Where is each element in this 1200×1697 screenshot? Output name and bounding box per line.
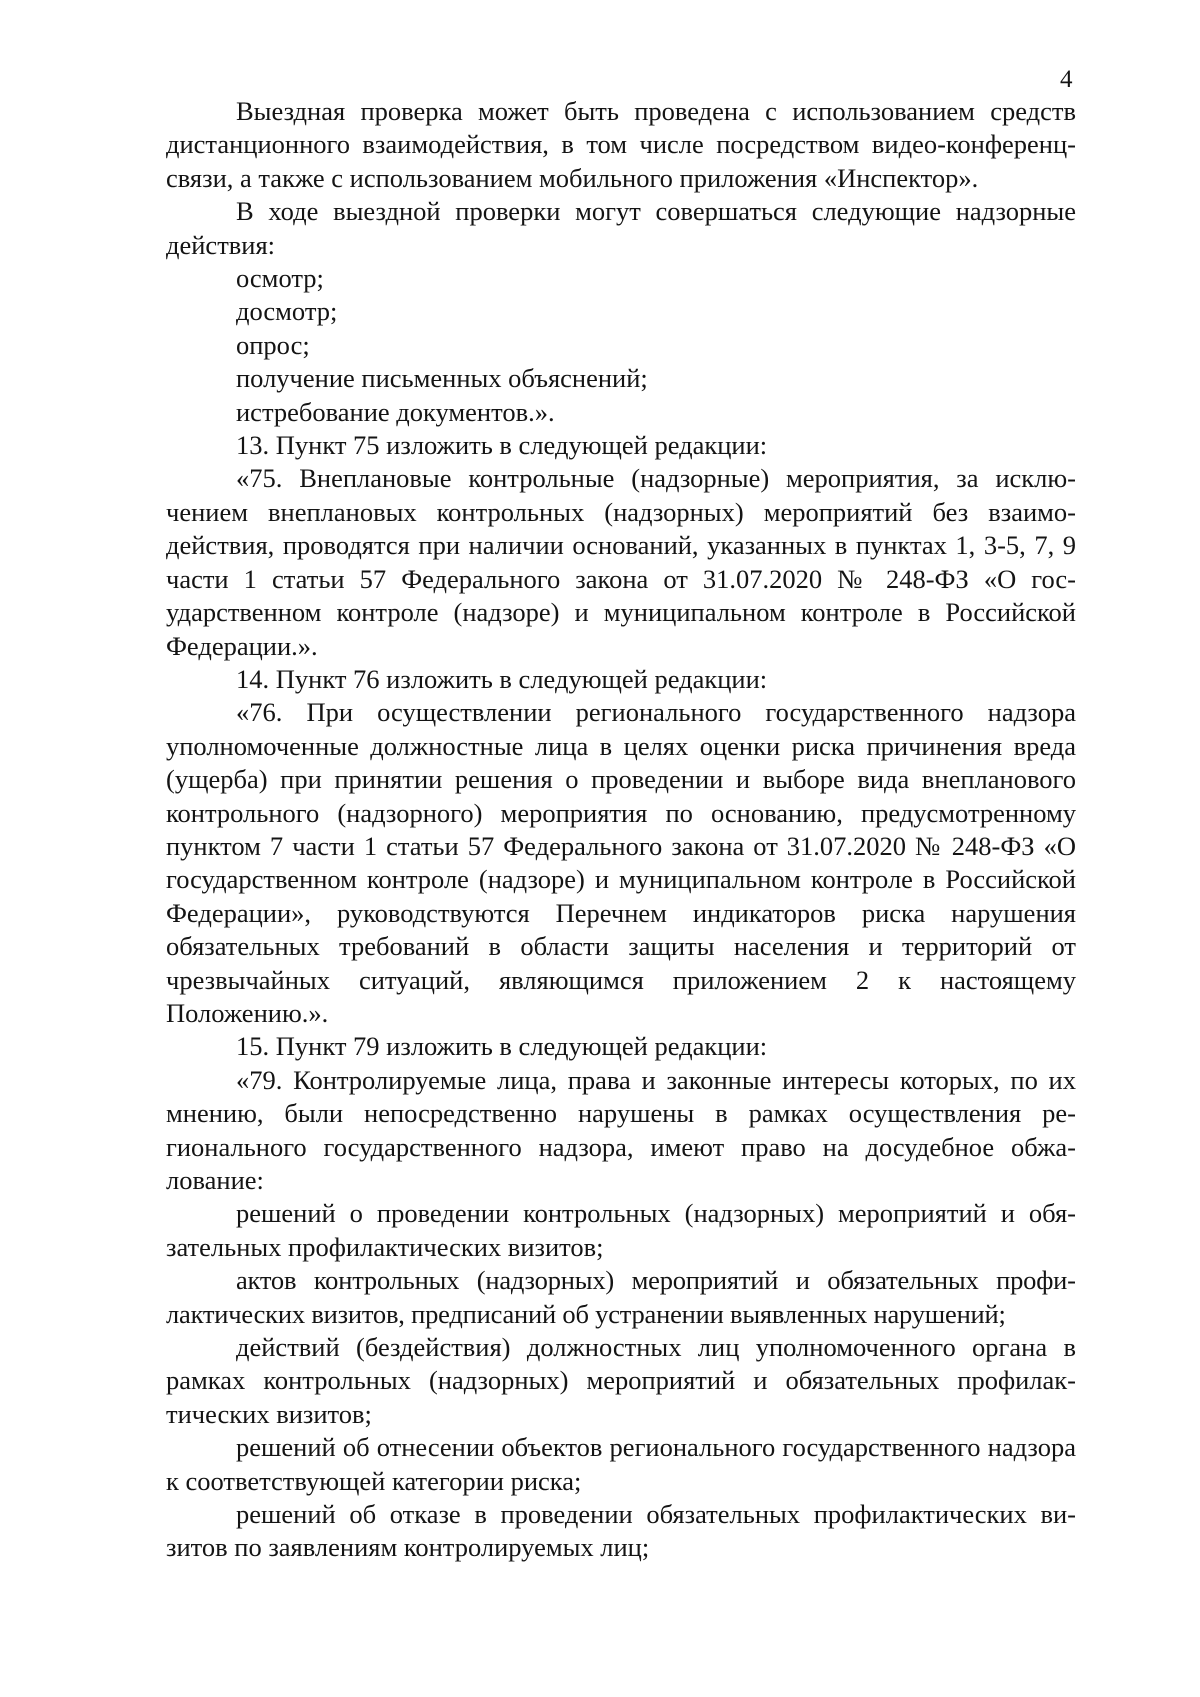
paragraph-inspection-actions-intro: В ходе выездной проверки могут совершаться следующие надзорные действия: bbox=[166, 196, 1076, 260]
list-item-survey: опрос; bbox=[236, 329, 310, 360]
document-body bbox=[166, 95, 1076, 1565]
list-item-document-request: истребование документов.». bbox=[236, 396, 555, 427]
paragraph-clause-79: «79. Контролируемые лица, права и законные интересы которых, по их мнению, были непосредственно нарушены в рамках осуществления регионального государственного надзора, имеют право на досудебное обжалование: bbox=[166, 1064, 1076, 1195]
paragraph-item-15: 15. Пункт 79 изложить в следующей редакции: bbox=[236, 1031, 768, 1062]
paragraph-item-14: 14. Пункт 76 изложить в следующей редакции: bbox=[236, 663, 768, 694]
list-item-written-explanations: получение письменных объяснений; bbox=[236, 363, 648, 394]
page-number: 4 bbox=[1060, 66, 1073, 93]
list-item-search: досмотр; bbox=[236, 296, 338, 327]
list-item-appeal-decisions: решений о проведении контрольных (надзорных) мероприятий и обязательных профилактических визитов; bbox=[166, 1198, 1076, 1262]
paragraph-clause-75: «75. Внеплановые контрольные (надзорные) мероприятия, за исключением внеплановых контрольных (надзорных) мероприятий без взаимодействия, проводятся при наличии оснований, указанных в пунктах 1, 3-5, 7, 9 части 1 статьи 57 Федерального закона от 31.07.2020 № 248-ФЗ «О государственном контроле (надзоре) и муниципальном контроле в Российской Федерации.». bbox=[166, 463, 1076, 661]
list-item-appeal-acts: актов контрольных (надзорных) мероприятий и обязательных профилактических визитов, предписаний об устранении выявленных нарушений; bbox=[166, 1265, 1076, 1329]
list-item-inspection: осмотр; bbox=[236, 263, 324, 294]
list-item-appeal-refusal: решений об отказе в проведении обязательных профилактических визитов по заявлениям контролируемых лиц; bbox=[166, 1499, 1076, 1563]
paragraph-remote-inspection: Выездная проверка может быть проведена с использованием средств дистанционного взаимодействия, в том числе посредством видео-конференц-связи, а также с использованием мобильного приложения «Инспектор». bbox=[166, 96, 1076, 193]
list-item-appeal-risk-category: решений об отнесении объектов регионального государственного надзора к соответствующей категории риска; bbox=[166, 1432, 1076, 1496]
paragraph-item-13: 13. Пункт 75 изложить в следующей редакции: bbox=[236, 430, 768, 461]
paragraph-clause-76: «76. При осуществлении регионального государственного надзора уполномоченные должностные лица в целях оценки риска причинения вреда (ущерба) при принятии решения о проведении и выборе вида внепланового контрольного (надзорного) мероприятия по основанию, предусмотренному пунктом 7 части 1 статьи 57 Федерального закона от 31.07.2020 № 248-ФЗ «О государственном контроле (надзоре) и муниципальном контроле в Российской Федерации», руководствуются Перечнем индикаторов риска нарушения обязательных требований в области защиты населения и территорий от чрезвычайных ситуаций, являющимся приложением 2 к настоящему Положению.». bbox=[166, 697, 1076, 1028]
list-item-appeal-actions: действий (бездействия) должностных лиц уполномоченного органа в рамках контрольных (надзорных) мероприятий и обязательных профилактических визитов; bbox=[166, 1332, 1076, 1429]
